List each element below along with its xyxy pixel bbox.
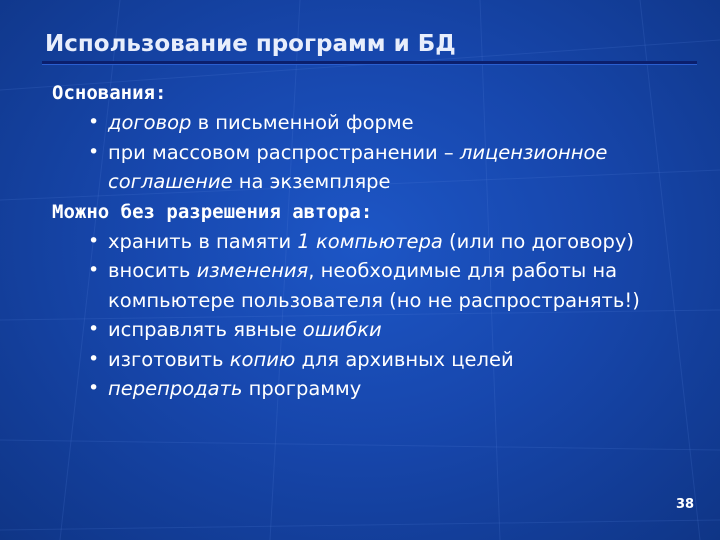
item-emphasis: ошибки [302, 318, 382, 341]
title-divider [42, 61, 697, 64]
item-emphasis: копию [229, 347, 296, 371]
bullet-icon: • [88, 318, 100, 340]
slide-title: Использование программ и БД [45, 31, 456, 57]
list-item [52, 345, 702, 375]
section-heading-grounds: Основания: [52, 82, 167, 104]
item-text: вносить [108, 259, 197, 282]
bullet-icon: • [88, 111, 100, 133]
list-item [52, 108, 702, 138]
item-text: исправлять явные [108, 318, 303, 341]
item-text: программу [242, 377, 362, 400]
item-text: в письменной форме [191, 111, 414, 134]
item-emphasis: лицензионное соглашение [108, 140, 608, 193]
bullet-icon: • [88, 140, 100, 163]
item-emphasis: договор [108, 111, 192, 134]
list-item [52, 315, 702, 345]
item-text: для архивных целей [295, 347, 514, 371]
bullet-icon: • [88, 229, 100, 252]
list-item [52, 374, 702, 404]
permissions-list [52, 227, 702, 404]
bullet-icon: • [88, 347, 100, 370]
list-item [52, 256, 702, 315]
item-text: хранить в памяти [108, 229, 298, 253]
list-item [52, 227, 702, 257]
item-text: (или по договору) [442, 229, 635, 253]
item-emphasis: перепродать [108, 377, 243, 400]
bullet-icon: • [88, 259, 100, 281]
page-number: 38 [676, 497, 695, 512]
slide-body [52, 78, 702, 404]
item-text: изготовить [108, 347, 230, 371]
item-emphasis: изменения [196, 259, 309, 282]
grounds-list [52, 108, 702, 197]
list-item [52, 138, 702, 197]
item-emphasis: 1 компьютера [297, 229, 443, 253]
bullet-icon: • [88, 377, 100, 399]
section-heading-permissions: Можно без разрешения автора: [52, 200, 373, 223]
item-text: , необходимые для работы на компьютере пользователя (но не распространять!) [108, 259, 640, 312]
item-text: при массовом распространении – [108, 140, 460, 164]
item-text: на экземпляре [232, 170, 391, 193]
